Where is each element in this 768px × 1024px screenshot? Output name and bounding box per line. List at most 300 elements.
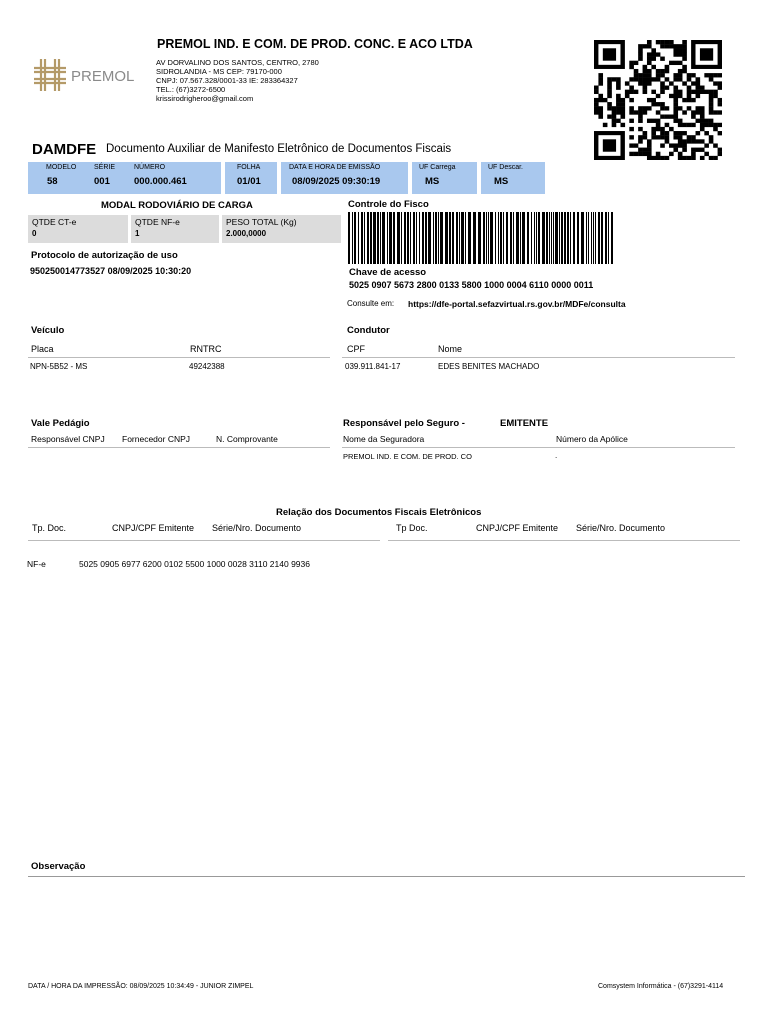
barcode-bar [410,212,411,264]
qr-module [687,73,692,77]
qr-module [660,106,665,110]
qr-module [616,106,621,110]
qr-module [638,114,643,118]
barcode-bar [559,212,560,264]
qr-module [638,106,643,110]
doc-col-cnpj-right: CNPJ/CPF Emitente [476,523,559,533]
barcode-bar [598,212,600,264]
barcode-bar [473,212,476,264]
qr-module [656,73,661,77]
qtde-cte-box [28,215,128,243]
qr-module [678,119,683,123]
barcode-bar [513,212,514,264]
qr-module [718,131,722,135]
qr-module [656,94,661,98]
qr-module [678,106,683,110]
qr-module [696,86,701,90]
barcode-bar [465,212,466,264]
qr-module [643,90,648,94]
rntrc-label: RNTRC [190,344,222,354]
qr-module [625,90,630,94]
qr-module [616,102,621,106]
qr-module [612,114,617,118]
qr-module [691,135,696,139]
qr-module [643,81,648,85]
barcode-bar [387,212,388,264]
qr-module [682,139,687,143]
doc-col-cnpj: CNPJ/CPF Emitente [112,523,195,533]
qr-module [651,119,656,123]
qr-finder-pattern [603,48,616,60]
uf-descar-label: UF Descar. [488,164,524,171]
qr-module [629,77,634,81]
qr-module [647,152,652,156]
qtde-nfe-box [131,215,219,243]
qr-module [700,127,705,131]
qr-module [673,131,678,135]
qr-module [700,123,705,127]
qr-module [700,110,705,114]
qr-module [603,123,608,127]
qr-module [691,139,696,143]
qr-module [651,90,656,94]
qr-module [700,156,705,160]
qr-module [673,73,678,77]
qr-module [696,110,701,114]
qr-module [709,73,714,77]
qr-module [691,81,696,85]
qr-module [616,110,621,114]
qr-module [660,127,665,131]
qr-module [713,90,718,94]
qr-module [691,110,696,114]
qr-module [704,119,709,123]
barcode-bar [452,212,454,264]
address-line: CNPJ: 07.567.328/0001-33 IE: 283364327 [156,76,298,85]
nome-value: EDES BENITES MACHADO [438,362,540,371]
barcode-bar [549,212,550,264]
qr-module [678,152,683,156]
doc-col-tipo: Tp. Doc. [32,523,67,533]
qr-module [634,73,639,77]
qr-module [673,148,678,152]
cpf-value: 039.911.841-17 [345,362,401,371]
barcode-bar [536,212,537,264]
qr-module [704,143,709,147]
qr-module [700,86,705,90]
qr-module [634,143,639,147]
qr-module [709,106,714,110]
qr-module [687,123,692,127]
barcode-bar [561,212,563,264]
qr-module [682,123,687,127]
qr-module [612,77,617,81]
qr-module [620,106,625,110]
qr-module [713,73,718,77]
qr-module [669,94,674,98]
barcode-bar [486,212,487,264]
barcode-bar [425,212,427,264]
qr-module [718,73,722,77]
barcode-bar [413,212,415,264]
qr-module [669,61,674,65]
qr-module [696,77,701,81]
emissao-box [281,162,408,194]
serie-value: 001 [94,176,110,187]
qr-module [682,65,687,69]
qr-module [709,102,714,106]
qr-module [682,81,687,85]
qr-module [665,44,670,48]
qr-module [643,152,648,156]
qr-module [634,110,639,114]
qr-module [660,135,665,139]
qr-module [678,52,683,56]
uf-carrega-value: MS [425,176,440,187]
qr-module [682,148,687,152]
qr-module [638,148,643,152]
barcode-bar [553,212,554,264]
qr-module [718,123,722,127]
qr-module [696,119,701,123]
qr-module [612,123,617,127]
doc-row-chave: 5025 0905 6977 6200 0102 5500 1000 0028 3110 2140 9936 [79,559,310,569]
seguradora-value: PREMOL IND. E COM. DE PROD. CO [343,452,472,461]
barcode-bar [456,212,458,264]
qr-module [638,73,643,77]
seguradora-label: Nome da Seguradora [343,434,425,444]
barcode-bar [605,212,607,264]
qtde-nfe-value: 1 [135,229,140,238]
qr-module [620,110,625,114]
qr-module [656,119,661,123]
qr-module [620,123,625,127]
qr-module [629,135,634,139]
barcode-bar [503,212,504,264]
barcode-bar [608,212,609,264]
barcode-bar [435,212,437,264]
emissao-label: DATA E HORA DE EMISSÃO [289,164,381,171]
divider [342,357,735,358]
qr-module [625,81,630,85]
qr-module [718,81,722,85]
uf-descar-box [481,162,545,194]
barcode-bar [370,212,372,264]
qr-module [691,98,696,102]
barcode-bar [422,212,424,264]
qr-module [629,110,634,114]
qr-module [598,77,603,81]
barcode-bar [416,212,417,264]
seguro-title: Responsável pelo Seguro - [343,418,465,429]
barcode-bar [397,212,400,264]
qr-module [713,156,718,160]
qr-module [665,86,670,90]
barcode-bar [404,212,406,264]
barcode-bar [531,212,532,264]
qr-module [687,77,692,81]
qr-module [673,61,678,65]
barcode-bar [522,212,525,264]
qr-module [638,48,643,52]
qr-module [638,139,643,143]
address-line: TEL.: (67)3272-6500 [156,85,226,94]
vp-col-responsavel: Responsável CNPJ [31,434,105,444]
qr-module [678,48,683,52]
qr-module [629,90,634,94]
qr-module [682,44,687,48]
qr-module [687,90,692,94]
qtde-cte-label: QTDE CT-e [32,217,77,227]
qtde-cte-value: 0 [32,229,37,238]
qr-module [594,90,599,94]
qr-module [700,139,705,143]
qr-module [647,119,652,123]
doc-col-serie: Série/Nro. Documento [212,523,302,533]
barcode-bar [500,212,502,264]
qr-module [629,61,634,65]
qr-module [665,40,670,44]
qr-module [594,106,599,110]
qr-module [691,156,696,160]
qr-module [598,110,603,114]
barcode-bar [495,212,496,264]
qr-module [673,90,678,94]
qr-code [594,40,722,160]
qtde-nfe-label: QTDE NF-e [135,217,180,227]
qr-module [656,156,661,160]
qr-module [616,86,621,90]
qr-module [594,110,599,114]
qr-finder-pattern [603,139,616,151]
qr-module [718,148,722,152]
qr-module [629,152,634,156]
qr-module [709,139,714,143]
qr-module [616,81,621,85]
address-line: SIDROLANDIA - MS CEP: 79170-000 [156,67,282,76]
qr-module [696,139,701,143]
qr-module [678,123,683,127]
serie-label: SÉRIE [94,164,116,171]
qr-module [678,90,683,94]
qr-module [607,81,612,85]
qr-module [660,44,665,48]
qr-module [713,143,718,147]
qr-module [704,152,709,156]
barcode-bar [449,212,451,264]
qr-module [620,98,625,102]
qr-module [656,102,661,106]
controle-fisco-label: Controle do Fisco [348,199,429,210]
qr-module [709,77,714,81]
address-line: AV DORVALINO DOS SANTOS, CENTRO, 2780 [156,58,319,67]
qr-module [629,106,634,110]
qr-module [709,156,714,160]
qr-module [673,86,678,90]
barcode-bar [555,212,558,264]
qr-module [629,65,634,69]
doc-row-tipo: NF-e [27,559,46,569]
qr-module [669,81,674,85]
qr-module [616,77,621,81]
documentos-title: Relação dos Documentos Fiscais Eletrônicos [276,507,482,518]
qr-module [643,106,648,110]
barcode-bar [542,212,545,264]
qr-module [647,156,652,160]
qr-module [647,61,652,65]
qr-module [696,148,701,152]
qr-module [687,156,692,160]
qr-module [678,135,683,139]
qr-module [682,69,687,73]
qr-module [647,69,652,73]
qr-module [718,152,722,156]
barcode-bar [401,212,402,264]
qr-module [673,77,678,81]
uf-carrega-label: UF Carrega [419,164,456,171]
divider [28,876,745,877]
veiculo-title: Veículo [31,325,65,336]
qr-module [709,123,714,127]
vp-col-comprovante: N. Comprovante [216,434,278,444]
placa-label: Placa [31,344,54,354]
barcode-bar [393,212,395,264]
document-title: DAMDFE [32,141,97,158]
qr-module [647,81,652,85]
qr-module [660,131,665,135]
folha-value: 01/01 [237,176,261,187]
qr-module [713,123,718,127]
qr-module [656,69,661,73]
qr-module [669,40,674,44]
qr-module [718,102,722,106]
consulte-url[interactable]: https://dfe-portal.sefazvirtual.rs.gov.br/MDFe/consulta [408,299,626,309]
barcode-bar [488,212,489,264]
qr-module [651,102,656,106]
qr-module [665,135,670,139]
qr-module [660,81,665,85]
barcode-bar [564,212,566,264]
qr-module [665,131,670,135]
qr-module [656,110,661,114]
qr-module [660,69,665,73]
qr-module [704,131,709,135]
chave-acesso-value: 5025 0907 5673 2800 0133 5800 1000 0004 6110 0000 0011 [349,280,594,290]
qr-module [594,98,599,102]
barcode-bar [361,212,363,264]
qr-module [607,90,612,94]
qr-module [665,69,670,73]
qr-finder-pattern [700,48,713,60]
qr-module [696,131,701,135]
qr-module [656,152,661,156]
qr-module [709,135,714,139]
qr-module [647,57,652,61]
qr-module [691,90,696,94]
barcode-bar [534,212,535,264]
qr-module [669,127,674,131]
qr-module [643,73,648,77]
barcode-bar [428,212,431,264]
qr-module [682,52,687,56]
barcode-bar [546,212,548,264]
qr-module [682,40,687,44]
qr-module [665,65,670,69]
qr-module [709,110,714,114]
qr-module [682,110,687,114]
qr-module [607,94,612,98]
qr-module [691,123,696,127]
qr-module [607,86,612,90]
qr-module [634,61,639,65]
peso-box [222,215,341,243]
qr-module [647,40,652,44]
qr-module [696,106,701,110]
qr-module [651,127,656,131]
qr-module [687,106,692,110]
qr-module [656,40,661,44]
qr-module [673,106,678,110]
qr-module [598,94,603,98]
uf-descar-value: MS [494,176,509,187]
qr-module [713,81,718,85]
peso-value: 2.000,0000 [226,229,267,238]
qr-module [682,156,687,160]
barcode-bar [520,212,521,264]
qr-module [678,94,683,98]
qr-module [638,57,643,61]
qr-module [625,94,630,98]
qr-module [673,135,678,139]
qr-module [696,94,701,98]
nome-label: Nome [438,344,463,354]
barcode-bar [389,212,392,264]
qr-module [598,81,603,85]
barcode-bar [367,212,369,264]
barcode-bar [577,212,579,264]
barcode-bar [591,212,592,264]
barcode-bar [483,212,485,264]
doc-col-tipo-right: Tp Doc. [396,523,428,533]
qr-module [718,98,722,102]
qr-module [660,102,665,106]
divider [28,540,380,541]
qr-module [700,148,705,152]
qr-module [660,73,665,77]
qr-module [678,77,683,81]
qr-module [673,44,678,48]
qr-module [718,86,722,90]
qr-module [660,156,665,160]
barcode-bar [516,212,519,264]
qr-module [704,90,709,94]
qr-module [687,86,692,90]
qr-module [643,131,648,135]
qr-module [647,143,652,147]
qr-module [598,73,603,77]
qr-module [651,135,656,139]
qr-module [678,143,683,147]
peso-label: PESO TOTAL (Kg) [226,217,297,227]
qr-module [687,98,692,102]
qr-module [709,98,714,102]
qr-module [713,94,718,98]
qr-module [643,148,648,152]
qr-module [616,94,621,98]
barcode-bar [445,212,448,264]
qr-module [647,98,652,102]
protocolo-value: 950250014773527 08/09/2025 10:30:20 [30,266,192,276]
